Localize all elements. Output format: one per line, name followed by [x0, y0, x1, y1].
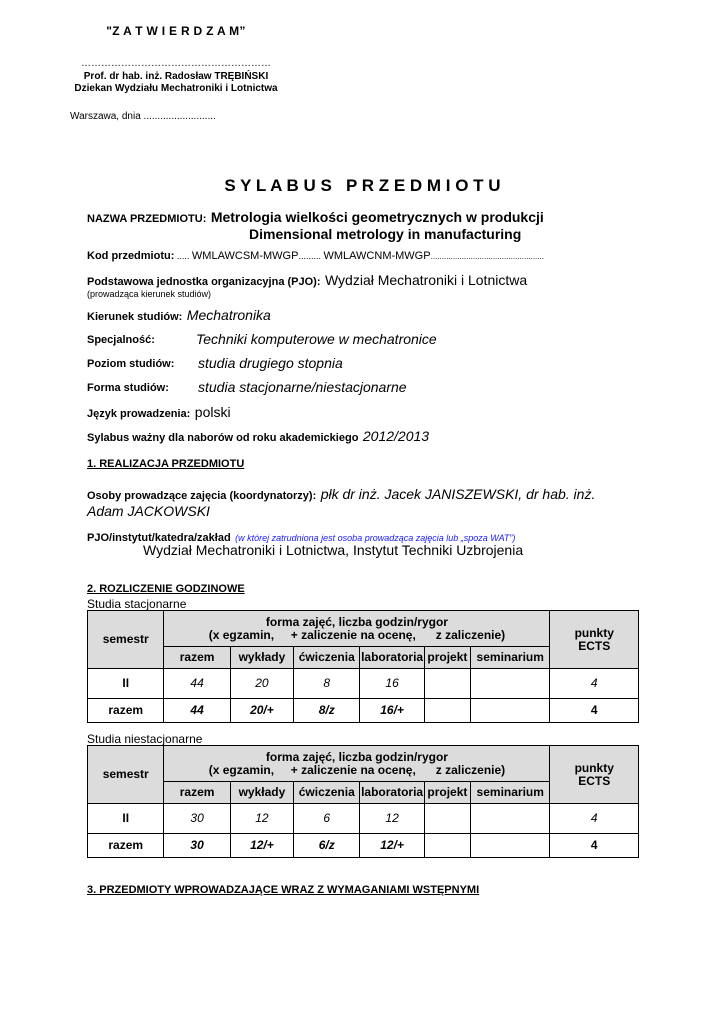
pjo-row: [87, 272, 527, 290]
wazny-label: Sylabus ważny dla naborów od roku akademickiego: [87, 432, 359, 444]
cell-cwiczenia: 6: [294, 804, 360, 834]
cell-sem: II: [88, 804, 164, 834]
signature-dots: …………………………………………………: [81, 58, 271, 69]
pjo-value: Wydział Mechatroniki i Lotnictwa: [324, 272, 528, 288]
cell-laboratoria: 12: [360, 804, 424, 834]
cell-total-cwiczenia: 8/z: [294, 699, 360, 723]
header-forma-line1: forma zajęć, liczba godzin/rygor: [265, 614, 448, 629]
header-forma-line2: (x egzamin, + zaliczenie na ocenę, z zaliczenie): [208, 762, 506, 777]
header-wyklady: wykłady: [230, 782, 293, 804]
hours-table-niestacjonarne: [87, 745, 639, 858]
jezyk-label: Język prowadzenia:: [87, 408, 191, 420]
cell-total-label: razem: [88, 834, 164, 858]
cell-cwiczenia: 8: [294, 669, 360, 699]
osoby-label: Osoby prowadzące zajęcia (koordynatorzy):: [87, 490, 317, 502]
header-projekt: projekt: [424, 782, 470, 804]
cell-total-ects: 4: [550, 699, 639, 723]
header-cwiczenia: ćwiczenia: [294, 782, 360, 804]
header-ects-line2: ECTS: [578, 773, 611, 788]
forma-label: Forma studiów:: [87, 382, 169, 394]
course-code-row: [87, 250, 544, 262]
course-code-2: WMLAWCNM-MWGP: [323, 250, 431, 262]
header-cwiczenia: ćwiczenia: [294, 647, 360, 669]
cell-total-label: razem: [88, 699, 164, 723]
course-name-label: NAZWA PRZEDMIOTU:: [87, 213, 207, 225]
table2-caption: Studia niestacjonarne: [87, 732, 203, 746]
hours-table-stacjonarne: [87, 610, 639, 723]
course-code-label: Kod przedmiotu:: [87, 250, 175, 262]
header-laboratoria: laboratoria: [360, 782, 424, 804]
wazny-value: 2012/2013: [362, 428, 430, 444]
cell-total-cwiczenia: 6/z: [294, 834, 360, 858]
kierunek-value: Mechatronika: [186, 307, 271, 323]
header-seminarium: seminarium: [470, 782, 549, 804]
header-razem: razem: [164, 782, 230, 804]
header-seminarium: seminarium: [470, 647, 549, 669]
cell-total-seminarium: [470, 834, 549, 858]
header-projekt: projekt: [424, 647, 470, 669]
cell-seminarium: [470, 669, 549, 699]
header-laboratoria: laboratoria: [360, 647, 424, 669]
table-row: [88, 804, 639, 834]
header-ects-line1: punkty: [574, 625, 614, 640]
course-name-row: [87, 209, 544, 227]
header-forma: [164, 746, 550, 782]
poziom-label: Poziom studiów:: [87, 358, 175, 370]
section3-heading: 3. PRZEDMIOTY WPROWADZAJĄCE WRAZ Z WYMAGANIAMI WSTĘPNYMI: [87, 884, 480, 896]
cell-ects: 4: [550, 804, 639, 834]
pjo-label: Podstawowa jednostka organizacyjna (PJO):: [87, 276, 321, 288]
cell-total-projekt: [424, 834, 470, 858]
cell-total-laboratoria: 16/+: [360, 699, 424, 723]
place-date: Warszawa, dnia ..........................: [70, 111, 216, 122]
jezyk-row: [87, 404, 231, 422]
code-dots-1: .....: [174, 251, 192, 261]
code-dots-2: .........: [298, 251, 324, 261]
poziom-value: studia drugiego stopnia: [198, 355, 343, 371]
cell-sem: II: [88, 669, 164, 699]
osoby-value-2: Adam JACKOWSKI: [87, 503, 210, 519]
pjo2-value: Wydział Mechatroniki i Lotnictwa, Instytut Techniki Uzbrojenia: [143, 542, 524, 558]
header-wyklady: wykłady: [230, 647, 293, 669]
table-total-row: [88, 834, 639, 858]
header-forma-line2: (x egzamin, + zaliczenie na ocenę, z zaliczenie): [208, 627, 506, 642]
header-forma: [164, 611, 550, 647]
approver-role: Dziekan Wydziału Mechatroniki i Lotnictwa: [74, 83, 278, 94]
wazny-row: [87, 428, 429, 446]
cell-total-projekt: [424, 699, 470, 723]
cell-total-wyklady: 12/+: [230, 834, 293, 858]
header-semestr: semestr: [88, 611, 164, 669]
osoby-row: [87, 486, 595, 504]
course-name-pl: Metrologia wielkości geometrycznych w produkcji: [210, 209, 544, 225]
cell-razem: 30: [164, 804, 230, 834]
spec-label: Specjalność:: [87, 334, 155, 346]
approver-name: Prof. dr hab. inż. Radosław TRĘBIŃSKI: [83, 71, 269, 82]
course-name-en: Dimensional metrology in manufacturing: [249, 226, 522, 242]
cell-projekt: [424, 804, 470, 834]
pjo-note: (prowadząca kierunek studiów): [87, 289, 212, 299]
cell-projekt: [424, 669, 470, 699]
pjo2-note: (w której zatrudniona jest osoba prowadząca zajęcia lub „spoza WAT”): [235, 533, 516, 543]
header-semestr: semestr: [88, 746, 164, 804]
forma-value: studia stacjonarne/niestacjonarne: [198, 379, 407, 395]
cell-laboratoria: 16: [360, 669, 424, 699]
table-row: [88, 669, 639, 699]
kierunek-label: Kierunek studiów:: [87, 311, 183, 323]
cell-total-laboratoria: 12/+: [360, 834, 424, 858]
cell-ects: 4: [550, 669, 639, 699]
header-ects-line2: ECTS: [578, 638, 611, 653]
cell-total-ects: 4: [550, 834, 639, 858]
section2-heading: 2. ROZLICZENIE GODZINOWE: [87, 583, 245, 595]
osoby-value-1: płk dr inż. Jacek JANISZEWSKI, dr hab. inż.: [320, 486, 596, 502]
table-total-row: [88, 699, 639, 723]
header-ects: [550, 746, 639, 804]
cell-total-wyklady: 20/+: [230, 699, 293, 723]
approval-heading: "Z A T W I E R D Z A M”: [106, 24, 246, 38]
cell-total-razem: 30: [164, 834, 230, 858]
header-forma-line1: forma zajęć, liczba godzin/rygor: [265, 749, 448, 764]
kierunek-row: [87, 307, 271, 325]
cell-total-seminarium: [470, 699, 549, 723]
cell-wyklady: 12: [230, 804, 293, 834]
cell-seminarium: [470, 804, 549, 834]
spec-value: Techniki komputerowe w mechatronice: [196, 331, 437, 347]
course-code-1: WMLAWCSM-MWGP: [191, 250, 299, 262]
table1-caption: Studia stacjonarne: [87, 597, 187, 611]
code-dots-3: ...................................................: [430, 252, 544, 261]
cell-total-razem: 44: [164, 699, 230, 723]
jezyk-value: polski: [194, 404, 231, 420]
section1-heading: 1. REALIZACJA PRZEDMIOTU: [87, 458, 245, 470]
cell-wyklady: 20: [230, 669, 293, 699]
page-title: S Y L A B U S P R Z E D M I O T U: [224, 176, 501, 195]
pjo2-label: PJO/instytut/katedra/zakład: [87, 532, 231, 544]
header-ects: [550, 611, 639, 669]
header-ects-line1: punkty: [574, 760, 614, 775]
header-razem: razem: [164, 647, 230, 669]
cell-razem: 44: [164, 669, 230, 699]
